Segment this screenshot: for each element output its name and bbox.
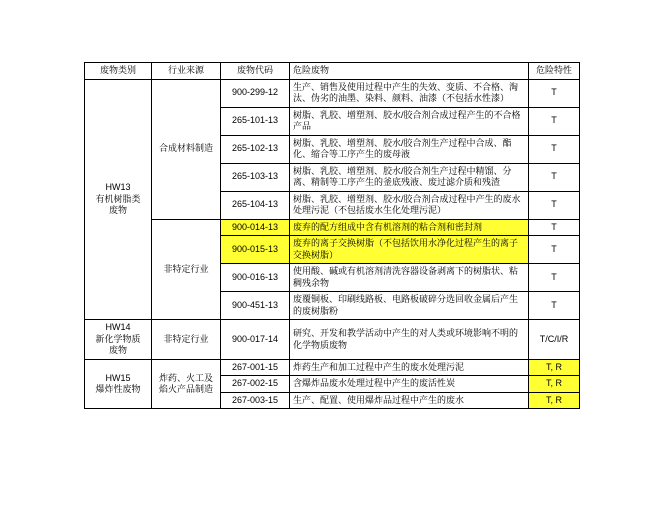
cell-hazard-property: T/C/I/R	[529, 320, 580, 360]
cell-hazard-property: T, R	[529, 392, 580, 409]
cell-waste-code: 267-003-15	[221, 392, 290, 409]
cell-waste-description: 含爆炸品废水处理过程中产生的废活性炭	[290, 376, 529, 393]
cell-waste-code: 267-001-15	[221, 359, 290, 376]
table-row	[85, 79, 580, 107]
cell-hazard-property: T	[529, 219, 580, 236]
cell-hazard-property: T	[529, 292, 580, 320]
cell-waste-code: 265-102-13	[221, 135, 290, 163]
cell-waste-code: 900-017-14	[221, 320, 290, 360]
table-header-row	[85, 63, 580, 80]
cell-category: HW15 爆炸性废物	[85, 359, 152, 409]
table-body	[85, 79, 580, 409]
cell-hazard-property: T	[529, 163, 580, 191]
cell-waste-code: 265-103-13	[221, 163, 290, 191]
cell-waste-description: 树脂、乳胶、增塑剂、胶水/胶合剂生产过程中精馏、分离、精制等工序产生的釜底残液、废过滤介质和残渣	[290, 163, 529, 191]
table-row	[85, 320, 580, 360]
cell-waste-description: 使用酸、碱或有机溶剂清洗容器设备剥离下的树脂状、粘稠残余物	[290, 264, 529, 292]
cell-waste-code: 900-451-13	[221, 292, 290, 320]
cell-waste-code: 900-014-13	[221, 219, 290, 236]
column-header-industry: 行业来源	[152, 63, 221, 80]
cell-waste-code: 900-299-12	[221, 79, 290, 107]
table-row	[85, 219, 580, 236]
cell-hazard-property: T	[529, 79, 580, 107]
cell-waste-description: 生产、销售及使用过程中产生的失效、变质、不合格、淘汰、伪劣的油墨、染料、颜料、油漆（不包括水性漆）	[290, 79, 529, 107]
cell-waste-code: 265-104-13	[221, 191, 290, 219]
cell-industry: 非特定行业	[152, 320, 221, 360]
cell-category: HW13 有机树脂类 废物	[85, 79, 152, 320]
cell-waste-description: 废弃的离子交换树脂（不包括饮用水净化过程产生的离子交换树脂）	[290, 236, 529, 264]
cell-industry: 非特定行业	[152, 219, 221, 320]
cell-hazard-property: T, R	[529, 376, 580, 393]
column-header-property: 危险特性	[529, 63, 580, 80]
cell-industry: 合成材料制造	[152, 79, 221, 219]
cell-waste-description: 废弃的配方组成中含有机溶剂的粘合剂和密封剂	[290, 219, 529, 236]
cell-waste-description: 生产、配置、使用爆炸品过程中产生的废水	[290, 392, 529, 409]
cell-waste-description: 废覆铜板、印刷线路板、电路板破碎分选回收金属后产生的废树脂粉	[290, 292, 529, 320]
cell-waste-description: 树脂、乳胶、增塑剂、胶水/胶合剂合成过程中产生的废水处理污泥（不包括废水生化处理污泥）	[290, 191, 529, 219]
column-header-code: 废物代码	[221, 63, 290, 80]
cell-hazard-property: T, R	[529, 359, 580, 376]
cell-hazard-property: T	[529, 135, 580, 163]
cell-waste-description: 炸药生产和加工过程中产生的废水处理污泥	[290, 359, 529, 376]
cell-hazard-property: T	[529, 191, 580, 219]
column-header-waste: 危险废物	[290, 63, 529, 80]
cell-waste-description: 树脂、乳胶、增塑剂、胶水/胶合剂合成过程产生的不合格产品	[290, 107, 529, 135]
cell-waste-code: 265-101-13	[221, 107, 290, 135]
table-header	[85, 63, 580, 80]
cell-hazard-property: T	[529, 107, 580, 135]
cell-waste-code: 900-015-13	[221, 236, 290, 264]
cell-industry: 炸药、火工及 焰火产品制造	[152, 359, 221, 409]
table-row	[85, 359, 580, 376]
cell-hazard-property: T	[529, 264, 580, 292]
cell-waste-description: 树脂、乳胶、增塑剂、胶水/胶合剂生产过程中合成、酯化、缩合等工序产生的废母液	[290, 135, 529, 163]
hazardous-waste-table	[84, 62, 580, 409]
cell-waste-code: 900-016-13	[221, 264, 290, 292]
cell-hazard-property: T	[529, 236, 580, 264]
cell-waste-description: 研究、开发和教学活动中产生的对人类或环境影响不明的化学物质废物	[290, 320, 529, 360]
hazardous-waste-table-wrapper	[84, 62, 572, 409]
column-header-category: 废物类别	[85, 63, 152, 80]
cell-category: HW14 新化学物质 废物	[85, 320, 152, 360]
cell-waste-code: 267-002-15	[221, 376, 290, 393]
